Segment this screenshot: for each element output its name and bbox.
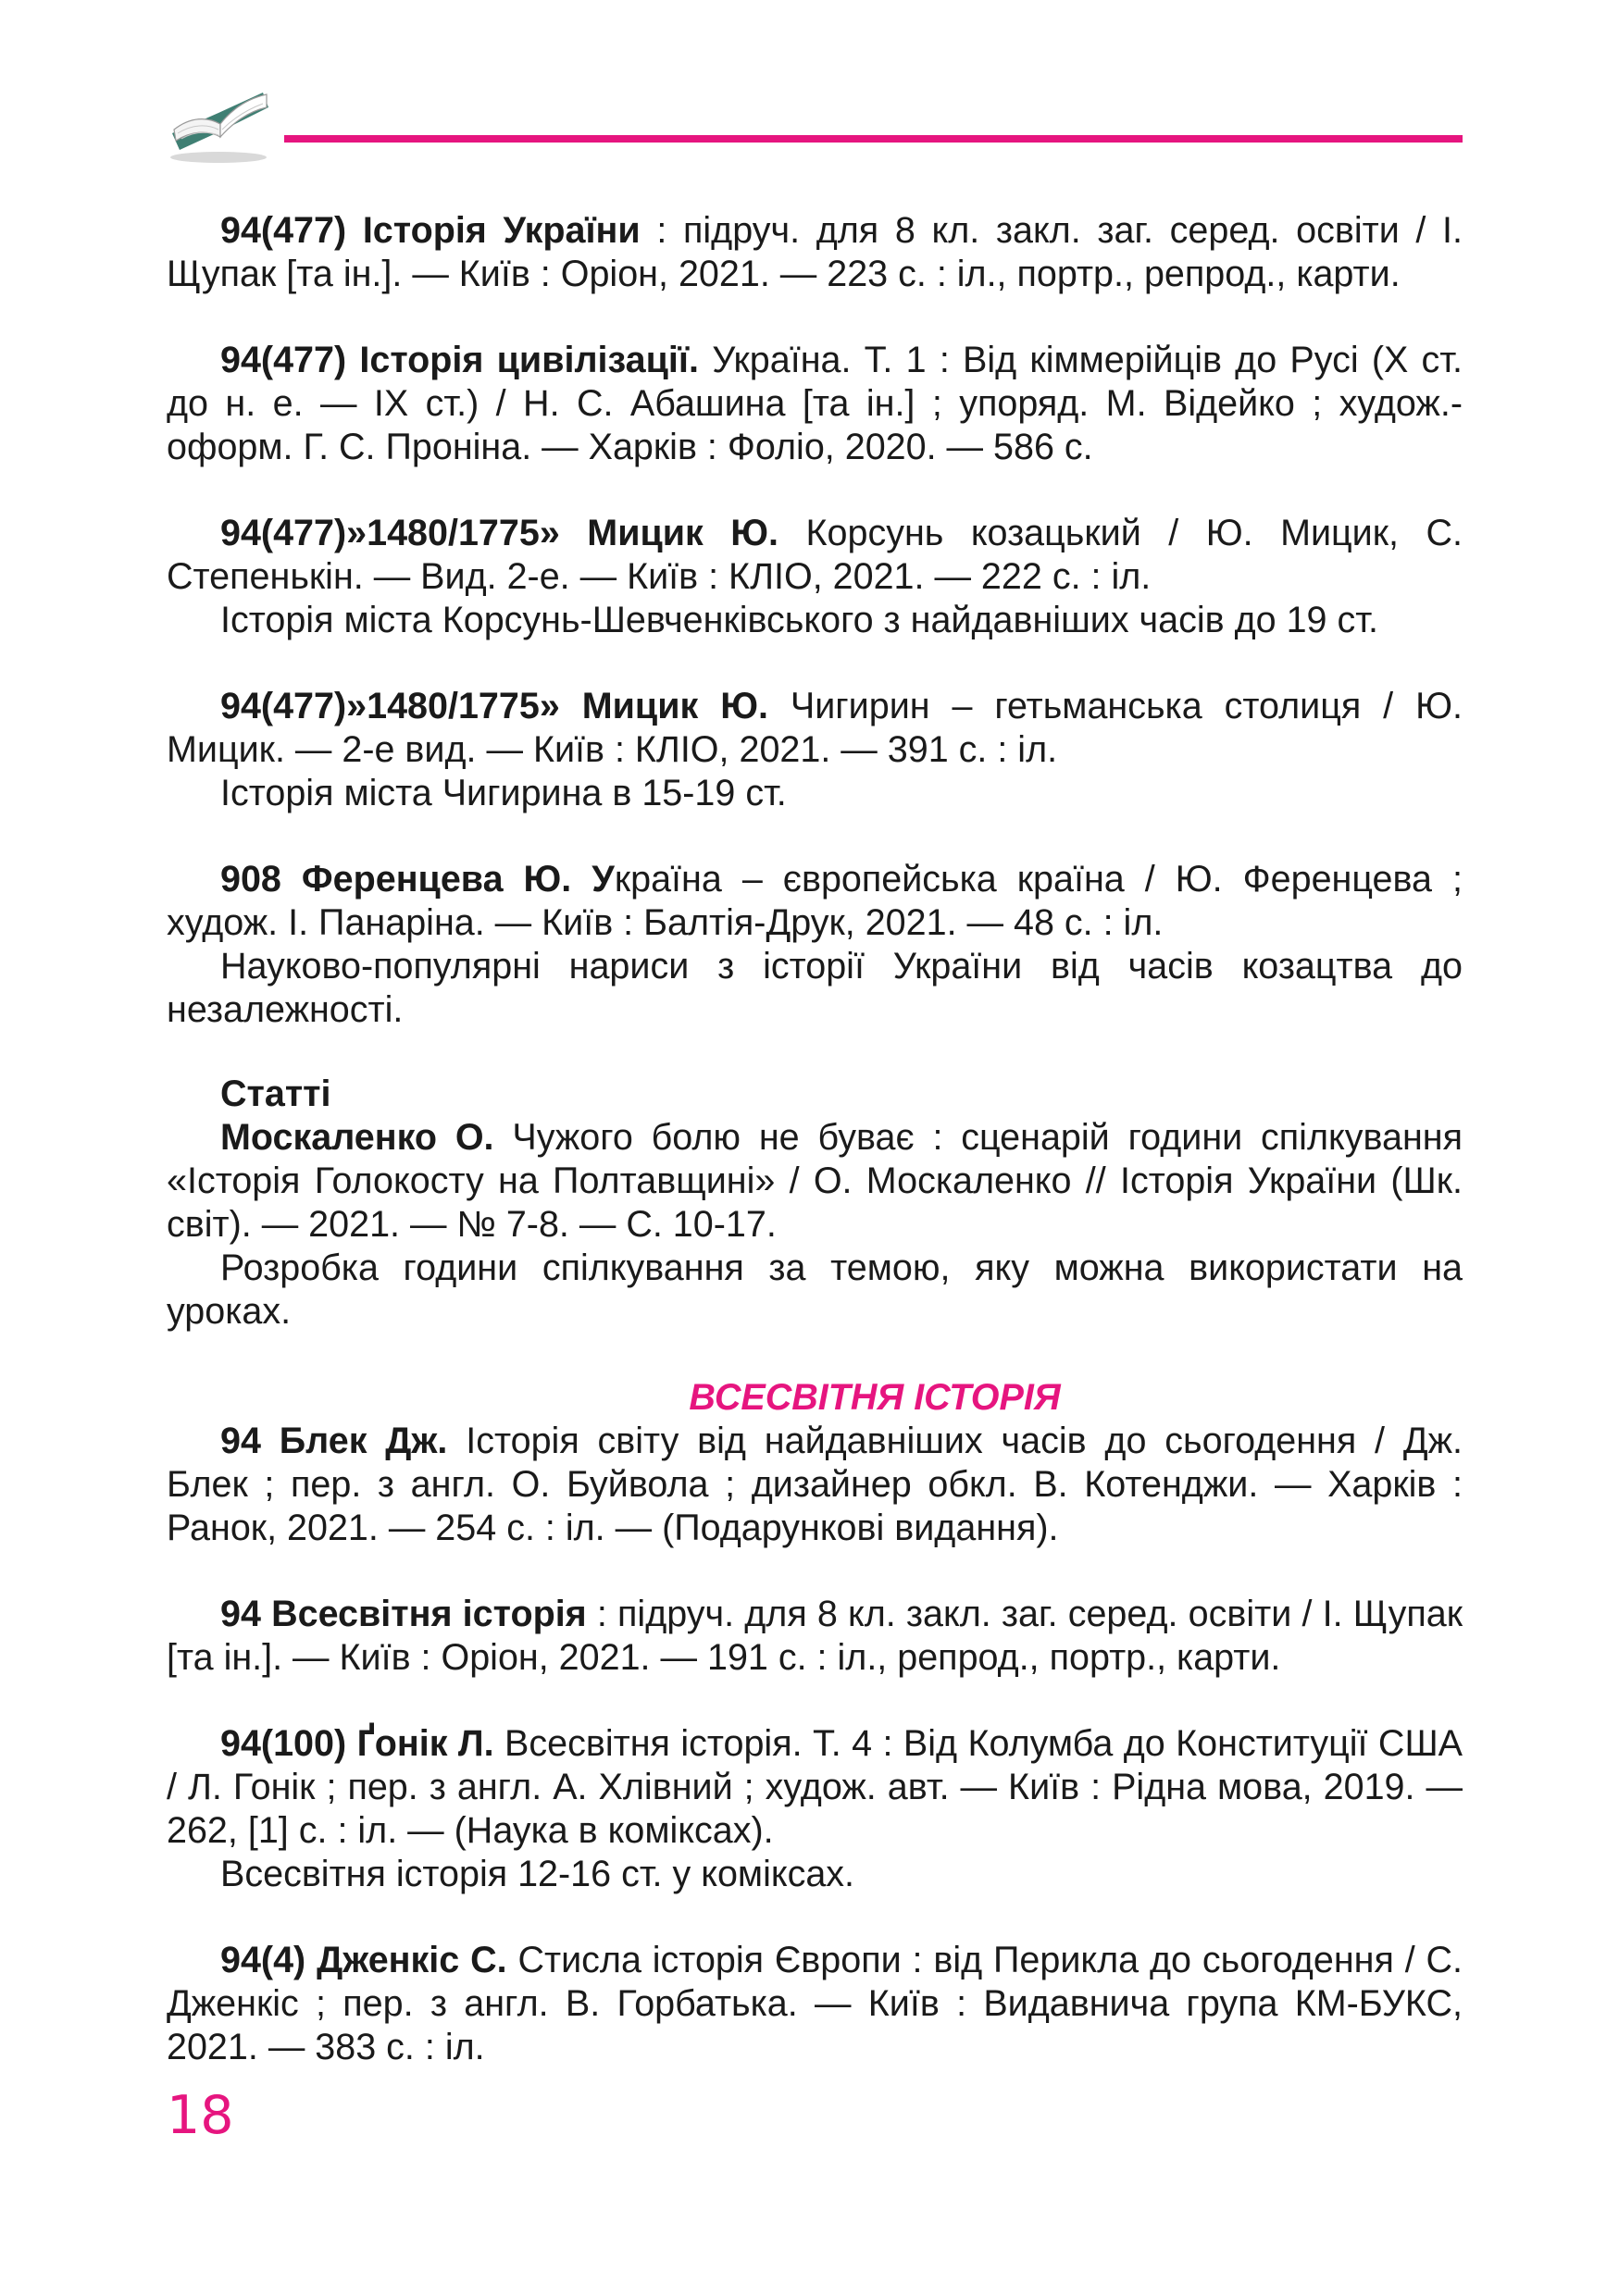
entry-details: Чужого болю не буває : сценарій години спілкування «Історія Голокосту на Полтавщині» / О. Москаленко // Історія України (Шк. світ). — 2021. — № 7-8. — С. 10-17. [167, 1117, 1463, 1245]
bibliography-entry [167, 339, 1463, 469]
entry-title: Москаленко О. [220, 1117, 494, 1158]
entry-details: Чигирин – гетьманська столиця / Ю. Мицик. — 2-е вид. — Київ : КЛІО, 2021. — 391 с. : іл. [167, 686, 1463, 770]
entry-code: 94 [220, 1594, 272, 1634]
entry-code: 94(477)»1480/1775» [220, 686, 582, 726]
entry-title: Мицик Ю. [581, 686, 768, 726]
entry-annotation: Історія міста Корсунь-Шевченківського з найдавніших часів до 19 ст. [220, 600, 1378, 640]
entry-title: Ференцева Ю. У [301, 859, 615, 900]
entry-code: 94(477)»1480/1775» [220, 513, 588, 553]
entry-title: Ґонік Л. [356, 1723, 494, 1764]
entry-details: країна – європейська країна / Ю. Ференцева ; худож. І. Панаріна. — Київ : Балтія-Друк, 2021. — 48 с. : іл. [167, 859, 1463, 943]
entry-title: Мицик Ю. [587, 513, 779, 553]
entry-title: Дженкіс С. [317, 1940, 507, 1980]
entry-code: 908 [220, 859, 302, 900]
bibliography-entry [167, 1939, 1463, 2069]
articles-section [167, 1073, 1463, 1334]
header-rule [284, 135, 1463, 143]
entry-annotation: Розробка години спілкування за темою, яку можна використати на уроках. [167, 1247, 1463, 1332]
document-body [167, 209, 1463, 2112]
entry-details: Стисла історія Європи : від Перикла до сьогодення / С. Дженкіс ; пер. з англ. В. Горбатька. — Київ : Видавнича група КМ-БУКС, 2021. — 383 с. : іл. [167, 1940, 1463, 2067]
section-heading-world-history: ВСЕСВІТНЯ ІСТОРІЯ [689, 1377, 1061, 1418]
entry-annotation: Всесвітня історія 12-16 ст. у коміксах. [220, 1854, 855, 1894]
entry-code: 94(477) [220, 340, 360, 380]
bibliography-entry [167, 858, 1463, 1032]
bibliography-entry [167, 512, 1463, 642]
entry-code: 94 [220, 1421, 280, 1461]
entry-title: Всесвітня історія [271, 1594, 587, 1634]
bibliography-entry [167, 209, 1463, 296]
entry-details: : підруч. для 8 кл. закл. заг. серед. освіти / І. Щупак [та ін.]. — Київ : Оріон, 2021. — 223 с. : іл., портр., репрод., карти. [167, 210, 1463, 294]
entry-details: Україна. Т. 1 : Від кіммерійців до Русі (X ст. до н. е. — IX ст.) / Н. С. Абашина [та ін.] ; упоряд. М. Відейко ; худож.-оформ. Г. С. Проніна. — Харків : Фоліо, 2020. — 586 с. [167, 340, 1463, 467]
bibliography-entry [167, 685, 1463, 815]
entry-code: 94(477) [220, 210, 363, 251]
articles-label: Статті [220, 1074, 331, 1114]
entry-code: 94(4) [220, 1940, 318, 1980]
entry-details: Корсунь козацький / Ю. Мицик, С. Степенькін. — Вид. 2-е. — Київ : КЛІО, 2021. — 222 с. : іл. [167, 513, 1463, 597]
entry-title: Історія України [362, 210, 641, 251]
page-number: 18 [167, 2085, 234, 2146]
entry-code: 94(100) [220, 1723, 357, 1764]
bibliography-entry [167, 1722, 1463, 1896]
entry-title: Історія цивілізації. [359, 340, 699, 380]
entry-details: Історія світу від найдавніших часів до сьогодення / Дж. Блек ; пер. з англ. О. Буйвола ; дизайнер обкл. В. Котенджи. — Харків : Ранок, 2021. — 254 с. : іл. — (Подарункові видання). [167, 1421, 1463, 1548]
entry-title: Блек Дж. [279, 1421, 448, 1461]
bibliography-entry [167, 1420, 1463, 1550]
entry-annotation: Науково-популярні нариси з історії України від часів козацтва до незалежності. [167, 946, 1463, 1030]
entry-details: Всесвітня історія. Т. 4 : Від Колумба до Конституції США / Л. Гонік ; пер. з англ. А. Хлівний ; худож. авт. — Київ : Рідна мова, 2019. — 262, [1] с. : іл. — (Наука в коміксах). [167, 1723, 1463, 1851]
bibliography-entry [167, 1593, 1463, 1680]
entry-annotation: Історія міста Чигирина в 15-19 ст. [220, 773, 787, 813]
entry-details: : підруч. для 8 кл. закл. заг. серед. освіти / І. Щупак [та ін.]. — Київ : Оріон, 2021. — 191 с. : іл., репрод., портр., карти. [167, 1594, 1463, 1678]
open-book-icon [159, 80, 278, 165]
